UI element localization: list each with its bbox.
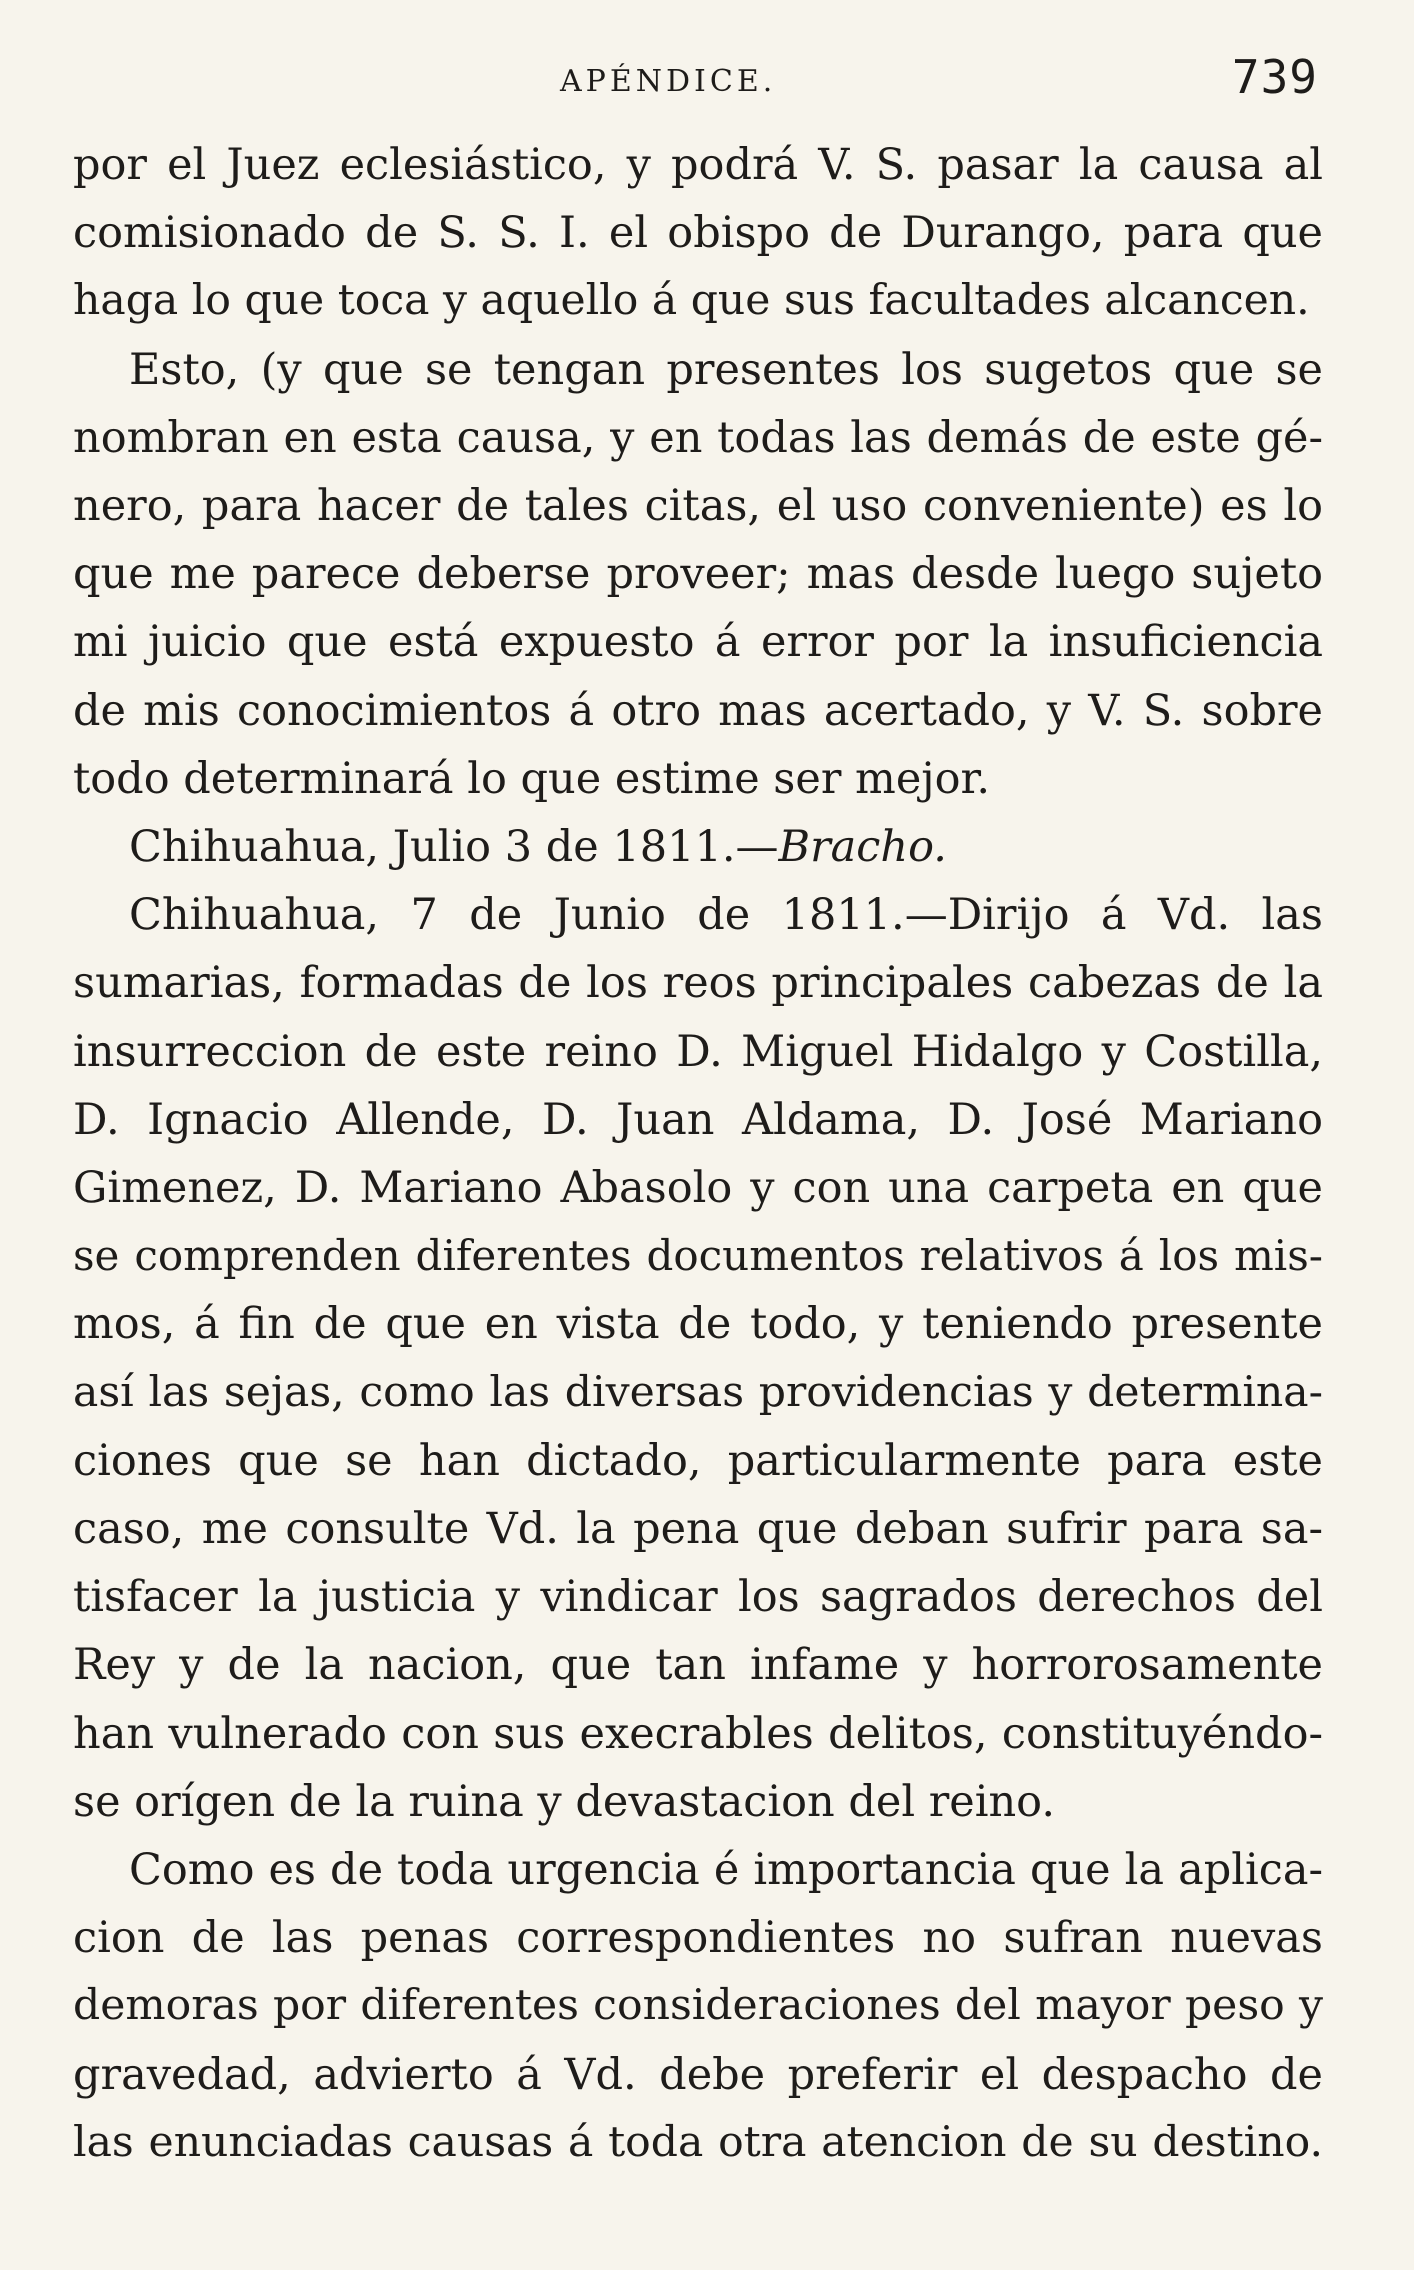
text-line: Esto, (y que se tengan presentes los sugetos que se bbox=[129, 344, 1323, 395]
text-line: se comprenden diferentes documentos relativos á los mis- bbox=[73, 1231, 1323, 1281]
text-line: Gimenez, D. Mariano Abasolo y con una carpeta en que bbox=[73, 1163, 1323, 1214]
text-line: las enunciadas causas á toda otra atencion de su destino. bbox=[73, 2117, 1323, 2167]
text-line: D. Ignacio Allende, D. Juan Aldama, D. José Mariano bbox=[73, 1094, 1323, 1145]
text-line: gravedad, advierto á Vd. debe preferir el despacho de bbox=[73, 2049, 1323, 2100]
page-number: 739 bbox=[1231, 50, 1318, 104]
text-line: demoras por diferentes consideraciones del mayor peso y bbox=[73, 1981, 1323, 2031]
text-line: que me parece deberse proveer; mas desde luego sujeto bbox=[73, 549, 1323, 600]
text-line: Rey y de la nacion, que tan infame y horrorosamente bbox=[73, 1640, 1323, 1691]
signature: Bracho. bbox=[778, 822, 947, 873]
running-head bbox=[0, 50, 1414, 110]
text-line: de mis conocimientos á otro mas acertado, y V. S. sobre bbox=[73, 685, 1323, 736]
text-line: tisfacer la justicia y vindicar los sagrados derechos del bbox=[73, 1572, 1323, 1623]
text-line: han vulnerado con sus execrables delitos, constituyéndo- bbox=[73, 1708, 1323, 1759]
text-line: nero, para hacer de tales citas, el uso conveniente) es lo bbox=[73, 481, 1323, 532]
text-line: haga lo que toca y aquello á que sus facultades alcancen. bbox=[73, 276, 1310, 326]
text-line: sumarias, formadas de los reos principales cabezas de la bbox=[73, 958, 1323, 1009]
text-line: comisionado de S. S. I. el obispo de Durango, para que bbox=[73, 208, 1323, 259]
running-title: APÉNDICE. bbox=[560, 64, 777, 99]
text-line: ciones que se han dictado, particularmente para este bbox=[73, 1435, 1323, 1486]
text-line: se orígen de la ruina y devastacion del reino. bbox=[73, 1776, 1055, 1827]
text-line: por el Juez eclesiástico, y podrá V. S. pasar la causa al bbox=[73, 140, 1323, 190]
text-line: cion de las penas correspondientes no sufran nuevas bbox=[73, 1913, 1323, 1964]
text-line: insurreccion de este reino D. Miguel Hidalgo y Costilla, bbox=[73, 1026, 1323, 1077]
text-line: nombran en esta causa, y en todas las demás de este gé- bbox=[73, 412, 1323, 463]
text-line: Como es de toda urgencia é importancia que la aplica- bbox=[129, 1845, 1323, 1896]
text-line: así las sejas, como las diversas providencias y determina- bbox=[73, 1367, 1323, 1417]
text-line: mi juicio que está expuesto á error por la insuficiencia bbox=[73, 617, 1323, 668]
text-line: mos, á fin de que en vista de todo, y teniendo presente bbox=[73, 1299, 1323, 1350]
text-line: todo determinará lo que estime ser mejor. bbox=[73, 753, 990, 804]
dateline bbox=[73, 813, 1323, 881]
dateline-text: Chihuahua, Julio 3 de 1811.— bbox=[129, 822, 779, 873]
text-line: Chihuahua, 7 de Junio de 1811.—Dirijo á Vd. las bbox=[129, 890, 1323, 941]
body-text bbox=[73, 131, 1323, 2177]
text-line: caso, me consulte Vd. la pena que deban sufrir para sa- bbox=[73, 1504, 1323, 1555]
